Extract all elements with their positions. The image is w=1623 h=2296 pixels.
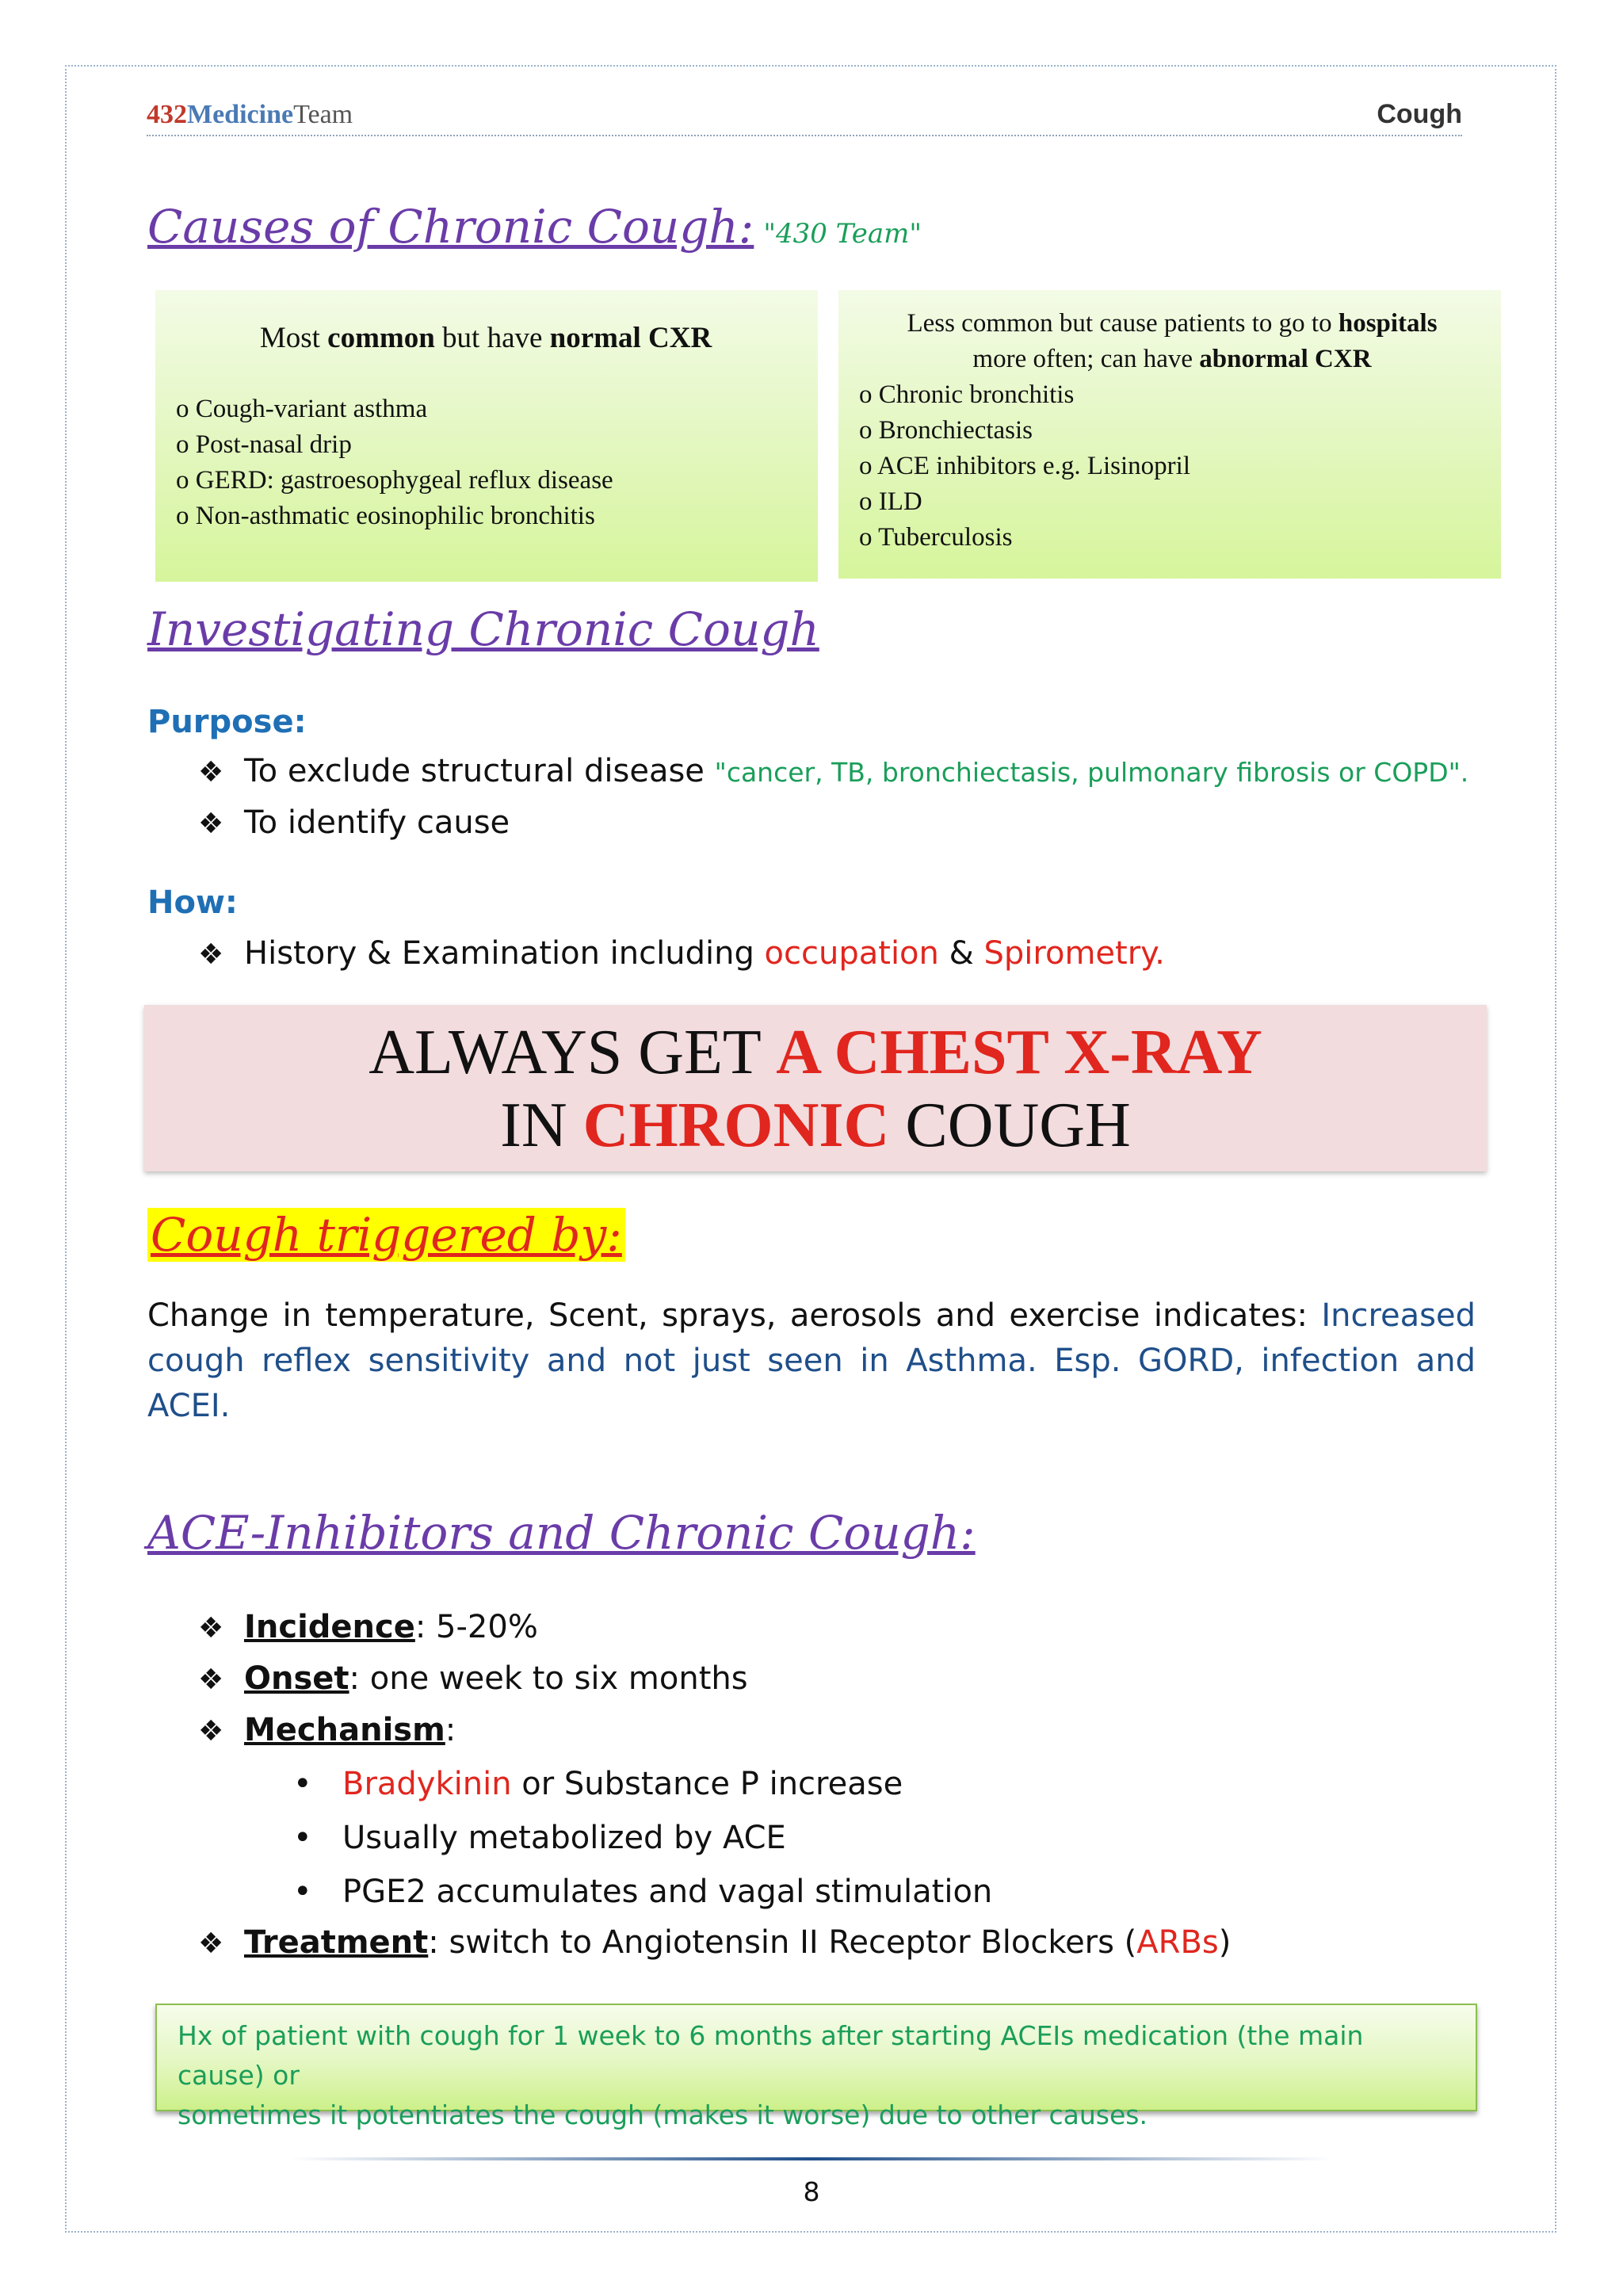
mechanism-sub-3: • PGE2 accumulates and vagal stimulation xyxy=(293,1874,993,1910)
list-item: o Chronic bronchitis xyxy=(859,380,1075,409)
note-line-1: Hx of patient with cough for 1 week to 6 months after starting ACEIs medication (the main cause) or xyxy=(178,2020,1364,2091)
diamond-bullet-icon: ❖ xyxy=(198,1664,224,1696)
ace-note-box xyxy=(155,2004,1477,2130)
chest-xray-banner xyxy=(144,1005,1487,1171)
list-item: o Cough-variant asthma xyxy=(176,395,428,423)
list-item: o GERD: gastroesophygeal reflux disease xyxy=(176,466,613,495)
how-label: How: xyxy=(147,884,238,921)
diamond-bullet-icon: ❖ xyxy=(198,938,224,971)
incidence-item: ❖ Incidence: 5-20% xyxy=(198,1609,538,1645)
diamond-bullet-icon: ❖ xyxy=(198,1612,224,1645)
triggered-paragraph: Change in temperature, Scent, sprays, aerosols and exercise indicates: Increased cough reflex sensitivity and not just seen in Asthma. Esp. GORD, infection and ACEI. xyxy=(147,1297,1476,1424)
header-topic: Cough xyxy=(1377,99,1462,129)
diamond-bullet-icon: ❖ xyxy=(198,808,224,840)
causes-source: "430 Team" xyxy=(763,218,922,250)
mechanism-sub-2: • Usually metabolized by ACE xyxy=(293,1820,786,1856)
mechanism-item: ❖ Mechanism: xyxy=(198,1712,456,1748)
investigating-heading: Investigating Chronic Cough xyxy=(147,602,819,656)
list-item: o ACE inhibitors e.g. Lisinopril xyxy=(859,452,1190,480)
header-medicine: Medicine xyxy=(187,100,294,129)
banner-line-1: ALWAYS GET A CHEST X-RAY xyxy=(369,1018,1262,1087)
page-header xyxy=(147,97,1462,136)
header-team: Team xyxy=(293,100,353,129)
page-number: 8 xyxy=(803,2176,820,2207)
diamond-bullet-icon: ❖ xyxy=(198,756,224,789)
list-item: o Post-nasal drip xyxy=(176,430,352,459)
purpose-label: Purpose: xyxy=(147,704,307,740)
footer-divider xyxy=(290,2157,1333,2160)
less-common-causes-lead: Less common but cause patients to go to hospitals more often; can have abnormal CXR xyxy=(907,309,1438,373)
triggered-heading: Cough triggered by: xyxy=(147,1208,625,1262)
list-item: o ILD xyxy=(859,487,922,516)
bullet-dot-icon: • xyxy=(293,1766,312,1802)
ace-heading: ACE-Inhibitors and Chronic Cough: xyxy=(147,1506,976,1560)
causes-title: Causes of Chronic Cough: xyxy=(147,200,754,254)
team-logo-text xyxy=(147,100,353,130)
treatment-item: ❖ Treatment: switch to Angiotensin II Receptor Blockers (ARBs) xyxy=(198,1924,1232,1961)
how-item-1: ❖ History & Examination including occupation & Spirometry. xyxy=(198,935,1165,972)
list-item: o Tuberculosis xyxy=(859,523,1013,552)
diamond-bullet-icon: ❖ xyxy=(198,1715,224,1748)
less-common-causes-box xyxy=(838,290,1501,579)
common-causes-lead: Most common but have normal CXR xyxy=(259,322,712,354)
purpose-item-2: ❖ To identify cause xyxy=(198,804,510,841)
onset-item: ❖ Onset: one week to six months xyxy=(198,1660,748,1697)
note-line-2: sometimes it potentiates the cough (makes it worse) due to other causes. xyxy=(178,2099,1148,2130)
header-number: 432 xyxy=(147,100,187,129)
common-causes-box xyxy=(155,290,818,582)
mechanism-sub-1: • Bradykinin or Substance P increase xyxy=(293,1766,903,1802)
causes-heading xyxy=(147,200,922,254)
list-item: o Bronchiectasis xyxy=(859,416,1033,445)
bullet-dot-icon: • xyxy=(293,1874,312,1910)
bullet-dot-icon: • xyxy=(293,1820,312,1856)
purpose-item-1: ❖ To exclude structural disease "cancer, TB, bronchiectasis, pulmonary fibrosis or COPD". xyxy=(198,753,1469,789)
diamond-bullet-icon: ❖ xyxy=(198,1927,224,1960)
list-item: o Non-asthmatic eosinophilic bronchitis xyxy=(176,502,595,530)
banner-line-2: IN CHRONIC COUGH xyxy=(500,1091,1131,1160)
